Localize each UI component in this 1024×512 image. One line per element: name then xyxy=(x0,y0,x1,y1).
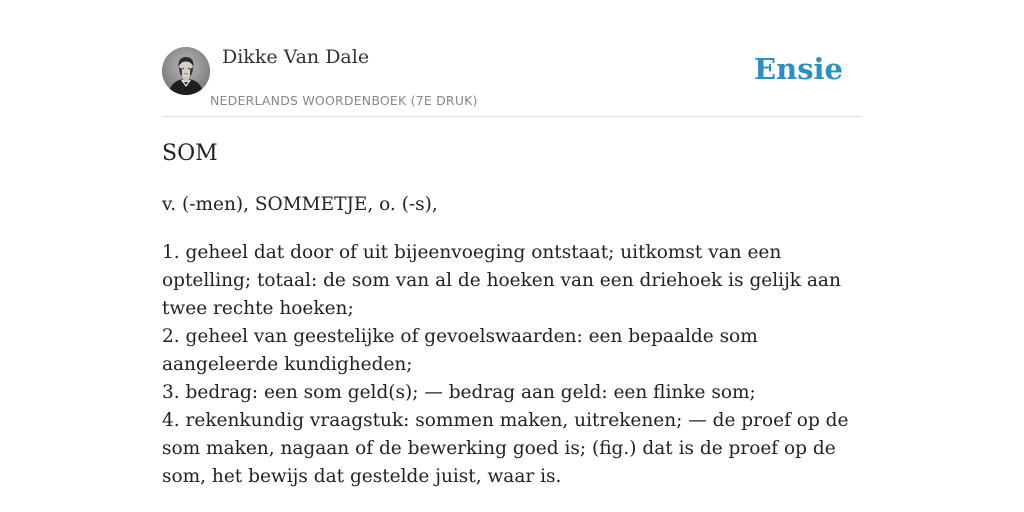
definition-item: 3. bedrag: een som geld(s); — bedrag aan geld: een flinke som; xyxy=(162,382,756,403)
definition-item: 4. rekenkundig vraagstuk: sommen maken, uitrekenen; — de proef op de som maken, nagaan of de bewerking goed is; (fig.) dat is de proef op de som, het bewijs dat gestelde juist, waar is. xyxy=(162,410,849,487)
entry-term: SOM xyxy=(162,141,218,166)
brand-logo-link[interactable]: Ensie xyxy=(754,52,843,86)
page-container xyxy=(162,0,862,487)
page-header xyxy=(162,0,862,117)
definition-item: 1. geheel dat door of uit bijeenvoeging ontstaat; uitkomst van een optelling; totaal: de som van al de hoeken van een driehoek is gelijk aan twee rechte hoeken; xyxy=(162,242,841,319)
definition-item: 2. geheel van geestelijke of gevoelswaarden: een bepaalde som aangeleerde kundigheden; xyxy=(162,326,758,375)
source-label[interactable]: NEDERLANDS WOORDENBOEK (7E DRUK) xyxy=(210,93,478,108)
author-avatar-icon[interactable] xyxy=(162,47,210,95)
entry-grammar: v. (-men), SOMMETJE, o. (-s), xyxy=(162,194,438,215)
author-name[interactable]: Dikke Van Dale xyxy=(222,46,370,68)
entry-definitions xyxy=(162,239,852,491)
portrait-icon xyxy=(162,47,210,95)
